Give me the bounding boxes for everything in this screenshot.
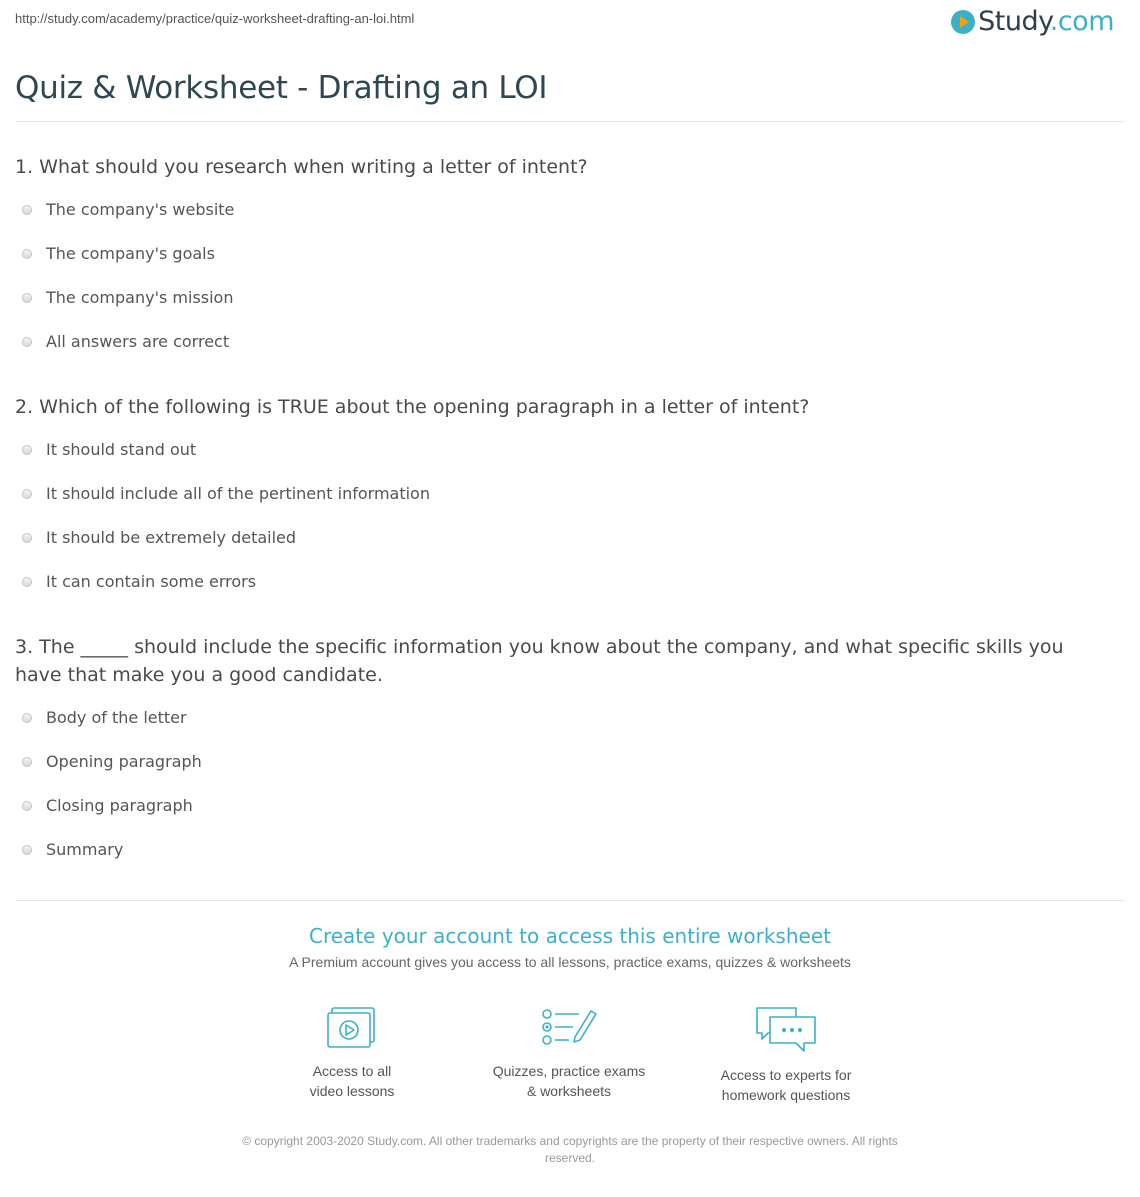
option-label: The company's website xyxy=(46,200,235,219)
logo-text xyxy=(978,6,1114,37)
radio-button[interactable] xyxy=(22,757,32,767)
play-circle-icon xyxy=(951,10,975,34)
question-2-option-2[interactable] xyxy=(22,484,430,503)
radio-button[interactable] xyxy=(22,249,32,259)
radio-button[interactable] xyxy=(22,845,32,855)
option-label: Closing paragraph xyxy=(46,796,193,815)
feature-text xyxy=(686,1065,886,1105)
feature-quizzes xyxy=(469,1005,669,1101)
radio-button[interactable] xyxy=(22,337,32,347)
quiz-checklist-icon xyxy=(539,1005,599,1051)
option-label: Opening paragraph xyxy=(46,752,202,771)
option-label: All answers are correct xyxy=(46,332,230,351)
question-3-text: 3. The _____ should include the specific information you know about the company, and what specific skills you have that make you a good candidate. xyxy=(15,636,1064,686)
feature-line-2: & worksheets xyxy=(526,1083,612,1099)
study-logo[interactable] xyxy=(951,6,1114,37)
feature-video-lessons xyxy=(252,1005,452,1101)
option-label: The company's mission xyxy=(46,288,234,307)
question-1-option-4[interactable] xyxy=(22,332,229,351)
option-label: It should be extremely detailed xyxy=(46,528,297,547)
option-label: Body of the letter xyxy=(46,708,187,727)
question-2-option-4[interactable] xyxy=(22,572,256,591)
feature-text xyxy=(469,1061,669,1101)
radio-button[interactable] xyxy=(22,205,32,215)
radio-button[interactable] xyxy=(22,713,32,723)
divider xyxy=(15,900,1125,901)
option-label: The company's goals xyxy=(46,244,215,263)
question-3-option-2[interactable] xyxy=(22,752,202,771)
copyright-line-2: reserved. xyxy=(544,1151,596,1165)
feature-experts xyxy=(686,1005,886,1105)
feature-line-1: Quizzes, practice exams xyxy=(492,1063,646,1079)
radio-button[interactable] xyxy=(22,577,32,587)
question-3-option-3[interactable] xyxy=(22,796,193,815)
option-label: Summary xyxy=(46,840,124,859)
divider xyxy=(15,121,1125,122)
top-bar xyxy=(0,0,1140,48)
logo-name: Study xyxy=(978,6,1050,37)
radio-button[interactable] xyxy=(22,533,32,543)
radio-button[interactable] xyxy=(22,801,32,811)
question-1-option-2[interactable] xyxy=(22,244,215,263)
radio-button[interactable] xyxy=(22,293,32,303)
question-3-option-1[interactable] xyxy=(22,708,187,727)
video-lessons-icon xyxy=(324,1005,380,1051)
feature-text xyxy=(252,1061,452,1101)
question-1-option-3[interactable] xyxy=(22,288,233,307)
option-label: It should stand out xyxy=(46,440,197,459)
copyright-line-1: © copyright 2003-2020 Study.com. All other trademarks and copyrights are the property of their respective owners. All rights xyxy=(242,1134,898,1148)
radio-button[interactable] xyxy=(22,489,32,499)
copyright-notice xyxy=(210,1133,930,1167)
question-2-text: 2. Which of the following is TRUE about the opening paragraph in a letter of intent? xyxy=(15,396,810,418)
page-url[interactable]: http://study.com/academy/practice/quiz-worksheet-drafting-an-loi.html xyxy=(15,11,415,26)
question-1-text: 1. What should you research when writing a letter of intent? xyxy=(15,156,588,178)
chat-bubbles-icon xyxy=(754,1005,818,1055)
feature-line-1: Access to experts for xyxy=(720,1067,852,1083)
question-2-option-3[interactable] xyxy=(22,528,296,547)
question-1-option-1[interactable] xyxy=(22,200,234,219)
radio-button[interactable] xyxy=(22,445,32,455)
page-title: Quiz & Worksheet - Drafting an LOI xyxy=(15,70,548,106)
cta-subtitle: A Premium account gives you access to all lessons, practice exams, quizzes & worksheets xyxy=(289,954,851,970)
question-3-option-4[interactable] xyxy=(22,840,123,859)
option-label: It can contain some errors xyxy=(46,572,257,591)
feature-line-1: Access to all xyxy=(312,1063,392,1079)
cta-title[interactable]: Create your account to access this entire worksheet xyxy=(309,924,831,948)
logo-suffix: .com xyxy=(1049,6,1114,37)
feature-line-2: video lessons xyxy=(309,1083,395,1099)
question-2-option-1[interactable] xyxy=(22,440,196,459)
option-label: It should include all of the pertinent information xyxy=(46,484,430,503)
feature-line-2: homework questions xyxy=(721,1087,851,1103)
